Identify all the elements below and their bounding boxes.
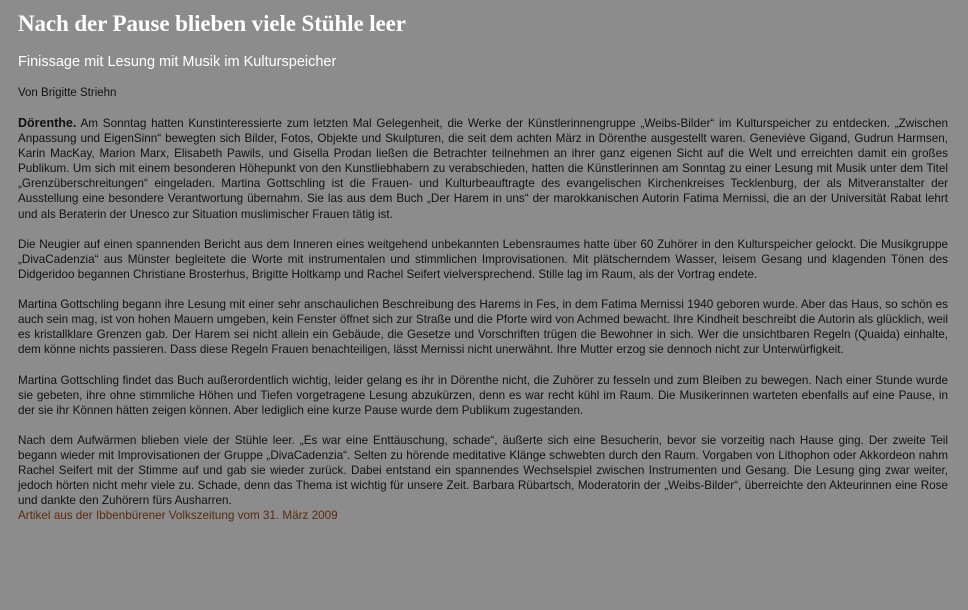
article-dateline: Dörenthe. [18, 116, 77, 130]
paragraph-text: Am Sonntag hatten Kunstinteressierte zum letzten Mal Gelegenheit, die Werke der Künstlerinnengruppe „Weibs-Bilder“ im Kulturspeicher zu entdecken. „Zwischen Anpassung und EigenSinn“ bewegten sich Bilder, Fotos, Objekte und Skulpturen, die seit dem achten März in Dörenthe ausgestellt waren. Geneviève Gigand, Gudrun Harmsen, Karin MacKay, Marion Marx, Elisabeth Pawils, und Gisella Prodan ließen die Betrachter teilnehmen an ihrer ganz eigenen Sicht auf die Welt und erreichten damit ein großes Publikum. Um sich mit einem besonderen Höhepunkt von den Kunstliebhabern zu verabschieden, hatten die Künstlerinnen am Sonntag zu einer Lesung mit Musik unter dem Titel „Grenzüberschreitungen“ eingeladen. Martina Gottschling ist die Frauen- und Kulturbeauftragte des evangelischen Kirchenkreises Tecklenburg, der als Mitveranstalter der Ausstellung eine besondere Verantwortung übernahm. Sie las aus dem Buch „Der Harem in uns“ der marokkanischen Autorin Fatima Mernissi, die an der Universität Rabat lehrt und als Beraterin der Unesco zur Situation muslimischer Frauen tätig ist. [18, 117, 948, 221]
article-paragraph [18, 116, 948, 222]
article-paragraph: Die Neugier auf einen spannenden Bericht aus dem Inneren eines weitgehend unbekannten Lebensraumes hatte über 60 Zuhörer in den Kulturspeicher gelockt. Die Musikgruppe „DivaCadenzia“ aus Münster begleitete die Worte mit instrumentalen und stimmlichen Improvisationen. Mit plätscherndem Wasser, leisem Gesang und klagenden Tönen des Didgeridoo begannen Christiane Brosterhus, Brigitte Holtkamp und Rachel Seifert vielversprechend. Stille lag im Raum, als der Vortrag endete. [18, 237, 948, 281]
article-paragraph: Nach dem Aufwärmen blieben viele der Stühle leer. „Es war eine Enttäuschung, schade“, äußerte sich eine Besucherin, bevor sie vorzeitig nach Hause ging. Der zweite Teil begann wieder mit Improvisationen der Gruppe „DivaCadenzia“. Selten zu hörende meditative Klänge schwebten durch den Raum. Vorgaben von Lithophon oder Akkordeon nahm Rachel Seifert mit der Stimme auf und gab sie wieder zurück. Dabei entstand ein spannendes Wechselspiel zwischen Instrumenten und Gesang. Die Lesung ging zwar weiter, jedoch hörten nicht mehr viele zu. Schade, denn das Thema ist wichtig für unsere Zeit. Barbara Rübartsch, Moderatorin der „Weibs-Bilder“, überreichte den Akteurinnen eine Rose und dankte den Zuhörern fürs Ausharren. [18, 433, 948, 508]
article-body [18, 116, 948, 508]
article-source-note: Artikel aus der Ibbenbürener Volkszeitung vom 31. März 2009 [18, 509, 338, 523]
article-subheadline: Finissage mit Lesung mit Musik im Kulturspeicher [18, 54, 337, 70]
article-headline: Nach der Pause blieben viele Stühle leer [18, 11, 406, 36]
article-paragraph: Martina Gottschling findet das Buch außerordentlich wichtig, leider gelang es ihr in Dörenthe nicht, die Zuhörer zu fesseln und zum Bleiben zu bewegen. Nach einer Stunde wurde sie gebeten, ihre ohne stimmliche Höhen und Tiefen vorgetragene Lesung abzukürzen, denn es war recht kühl im Raum. Die Musikerinnen warteten ebenfalls auf eine Pause, in der sie ihr Können hätten zeigen können. Aber lediglich eine kurze Pause wurde dem Publikum zugestanden. [18, 373, 948, 417]
article-paragraph: Martina Gottschling begann ihre Lesung mit einer sehr anschaulichen Beschreibung des Harems in Fes, in dem Fatima Mernissi 1940 geboren wurde. Aber das Haus, so schön es auch sein mag, ist von hohen Mauern umgeben, kein Fenster öffnet sich zur Straße und die Pforte wird von Achmed bewacht. Ihre Kindheit beschreibt die Autorin als glücklich, weil es kristallklare Grenzen gab. Der Harem sei nicht allein ein Gebäude, die Gesetze und Vorschriften trügen die Bewohner in sich. Wer die unsichtbaren Regeln (Quaida) einhalte, dem könne nichts passieren. Dass diese Regeln Frauen benachteiligen, lässt Mernissi nicht unerwähnt. Ihre Mutter erzog sie dennoch nicht zur Unterwürfigkeit. [18, 298, 948, 357]
article-byline: Von Brigitte Striehn [18, 87, 117, 99]
